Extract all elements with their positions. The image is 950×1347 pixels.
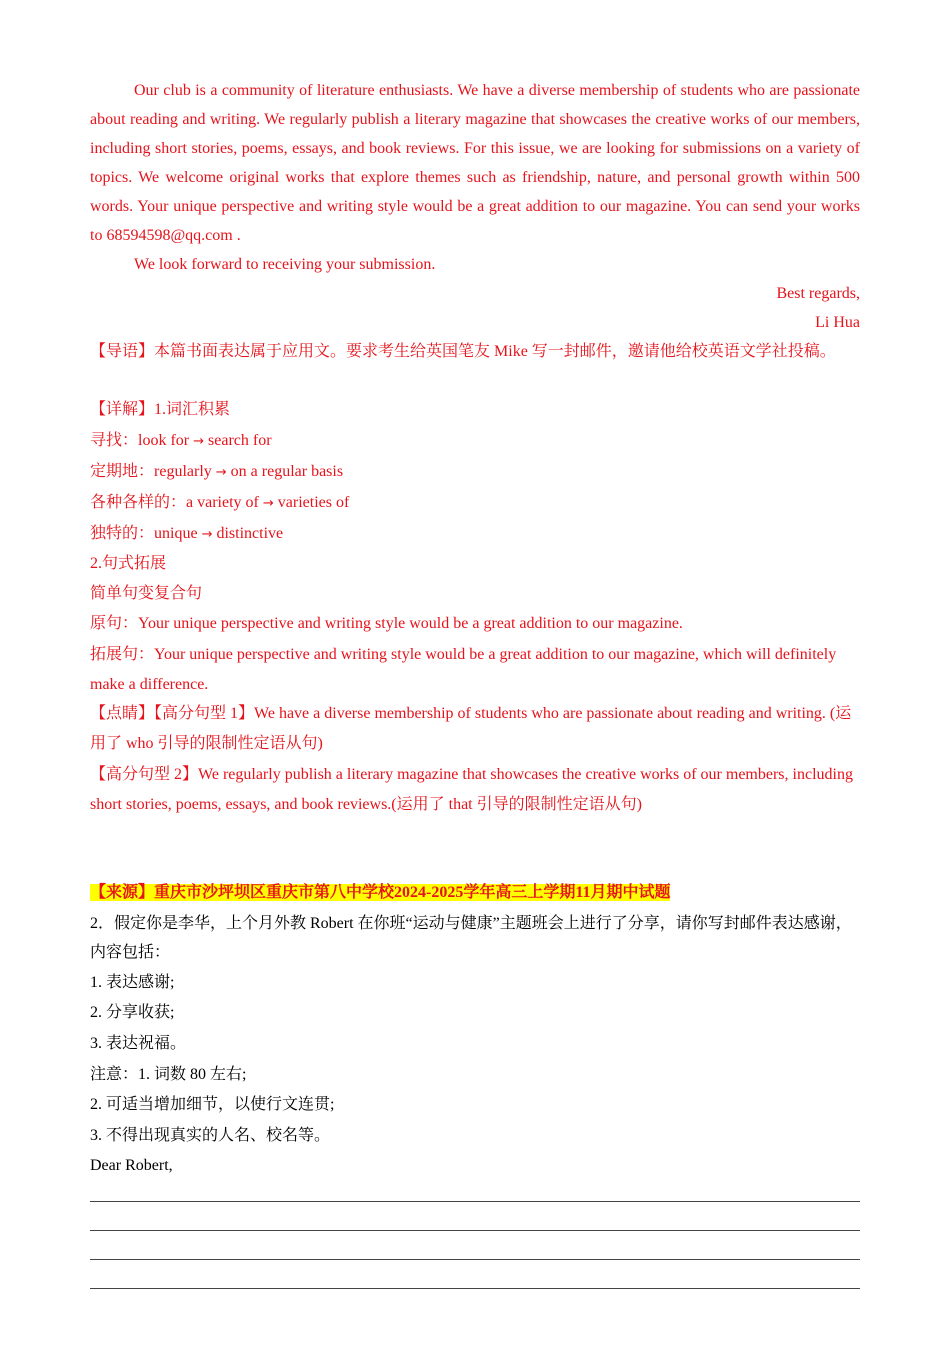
original-text: Your unique perspective and writing style would be a great addition to our magazine. — [138, 615, 683, 632]
letter-closing-paragraph: We look forward to receiving your submission. — [134, 256, 436, 273]
pattern2-paragraph — [90, 760, 860, 820]
answer-line[interactable] — [90, 1201, 860, 1202]
pattern1-text: We have a diverse membership of students who are passionate about reading and writing. (运用了 who 引导的限制性定语从句) — [90, 705, 852, 752]
pattern2-text: We regularly publish a literary magazine that showcases the creative works of our members, including short stories, poems, essays, and book reviews.(运用了 that 引导的限制性定语从句) — [90, 766, 853, 813]
detail-heading-line — [90, 400, 860, 420]
expanded-label: 拓展句： — [90, 646, 155, 663]
vocab-item: 定期地：regularly → on a regular basis — [90, 463, 344, 480]
detail-heading: 1.词汇积累 — [154, 401, 231, 418]
greeting: Dear Robert, — [90, 1157, 173, 1174]
pattern1-tag: 【高分句型 1】 — [154, 705, 255, 722]
note-item: 2. 可适当增加细节，以使行文连贯; — [90, 1096, 335, 1113]
letter-body-paragraph: Our club is a community of literature enthusiasts. We have a diverse membership of students who are passionate about reading and writing. We regularly publish a literary magazine that showcases the creative works of our members, including short stories, poems, essays, and book reviews. For this issue, we are looking for submissions on a variety of topics. We welcome original works that explore themes such as friendship, nature, and personal growth within 500 words. Your unique perspective and writing style would be a great addition to our magazine. You can send your works to 68594598@qq.com . — [90, 82, 860, 244]
arrow-icon: → — [262, 496, 274, 511]
highlight-tag: 【点睛】 — [90, 705, 155, 722]
expanded-text: Your unique perspective and writing style would be a great addition to our magazine, which will definitely make a difference. — [90, 646, 837, 693]
vocab-item: 寻找：look for → search for — [90, 432, 272, 449]
pattern2-tag: 【高分句型 2】 — [90, 766, 199, 783]
source-highlight: 【来源】重庆市沙坪坝区重庆市第八中学校2024-2025学年高三上学期11月期中试题 — [90, 884, 671, 901]
original-label: 原句： — [90, 615, 139, 632]
letter-section — [90, 76, 860, 337]
expanded-sentence — [90, 640, 860, 700]
vocab-item: 独特的：unique → distinctive — [90, 525, 284, 542]
letter-sign-off: Best regards, — [776, 285, 860, 302]
sentence-subheading: 简单句变复合句 — [90, 585, 203, 602]
intro-text: 本篇书面表达属于应用文。要求考生给英国笔友 Mike 写一封邮件，邀请他给校英语文学社投稿。 — [154, 343, 836, 360]
intro-tag: 【导语】 — [90, 343, 155, 360]
arrow-icon: → — [215, 465, 227, 480]
question-item: 2. 分享收获; — [90, 1004, 175, 1021]
intro-paragraph — [90, 337, 860, 367]
answer-line[interactable] — [90, 1259, 860, 1260]
note-item: 注意：1. 词数 80 左右; — [90, 1066, 247, 1083]
answer-line[interactable] — [90, 1230, 860, 1231]
answer-line[interactable] — [90, 1288, 860, 1289]
detail-tag: 【详解】 — [90, 401, 155, 418]
arrow-icon: → — [201, 527, 213, 542]
sentence-heading: 2.句式拓展 — [90, 555, 167, 572]
note-item: 3. 不得出现真实的人名、校名等。 — [90, 1127, 331, 1144]
pattern1-paragraph — [90, 699, 860, 759]
original-sentence — [90, 614, 860, 634]
question-item: 3. 表达祝福。 — [90, 1035, 187, 1052]
question-item: 1. 表达感谢; — [90, 974, 175, 991]
vocab-item: 各种各样的：a variety of → varieties of — [90, 494, 350, 511]
source-line — [90, 883, 860, 903]
arrow-icon: → — [193, 434, 205, 449]
letter-signature: Li Hua — [815, 314, 860, 331]
question-prompt: 2．假定你是李华，上个月外教 Robert 在你班“运动与健康”主题班会上进行了分享，请你写封邮件表达感谢，内容包括： — [90, 915, 852, 961]
